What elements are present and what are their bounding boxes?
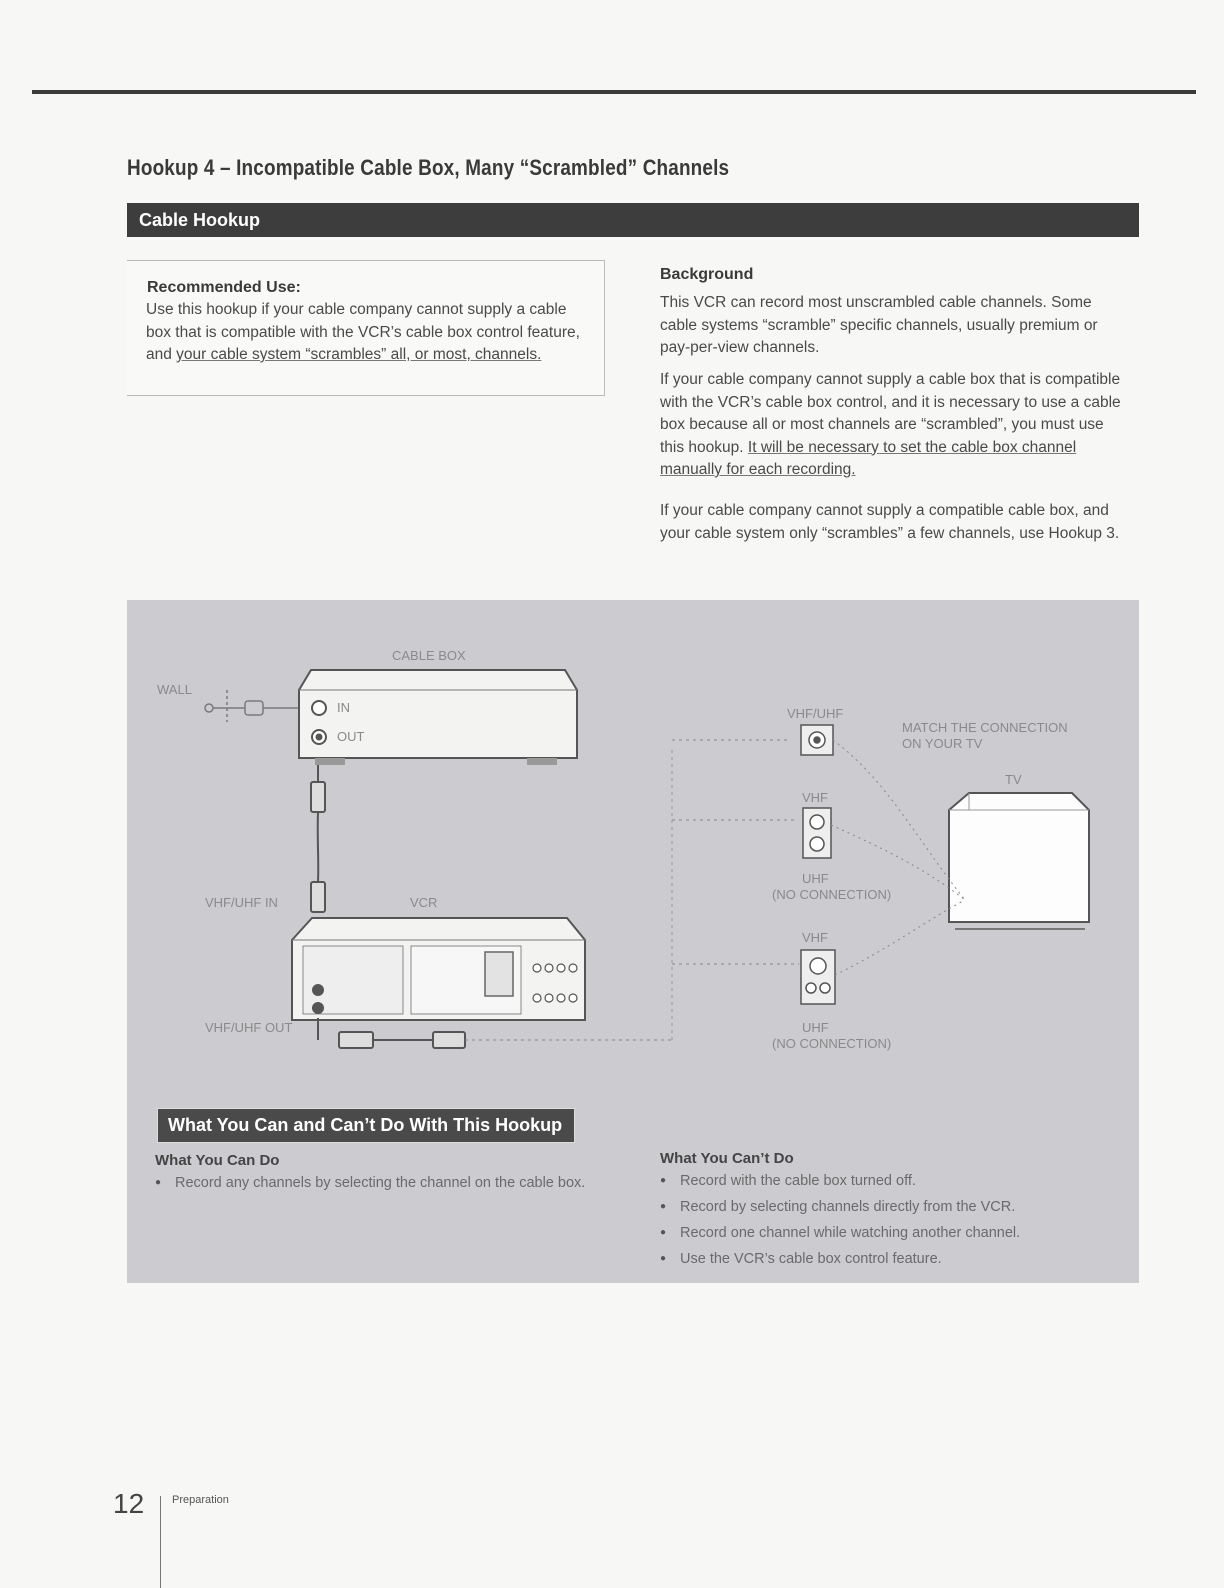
- vcr-in-label: VHF/UHF IN: [205, 895, 278, 910]
- background-paragraph-3: If your cable company cannot supply a compatible cable box, and your cable system only “scrambles” a few channels, use Hookup 3.: [660, 502, 1120, 542]
- section-bar: [127, 203, 1139, 237]
- wall-label: WALL: [157, 682, 192, 697]
- section-bar-label: Cable Hookup: [139, 210, 261, 230]
- vcr-out-label: VHF/UHF OUT: [205, 1020, 293, 1035]
- match-label-2: ON YOUR TV: [902, 736, 983, 751]
- cable-box-out-label: OUT: [337, 729, 365, 744]
- no-connection-label-b: (NO CONNECTION): [772, 1036, 892, 1051]
- background-p2-plain: If your cable company cannot supply a cable box that is compatible with the VCR’s cable box control, and it is necessary to use a cable box because all or most channels are “scrambled”, you must use this hookup.: [660, 371, 1121, 456]
- cable-box-in-label: IN: [337, 700, 350, 715]
- can-cant-label: What You Can and Can’t Do With This Hookup: [157, 1108, 575, 1143]
- page-number: 12: [113, 1488, 145, 1519]
- background-p2-underlined: It will be necessary to set the cable box channel manually for each recording.: [660, 438, 1077, 478]
- cable-box-icon: [299, 670, 577, 765]
- cant-do-item: ● Record with the cable box turned off.: [660, 1171, 1020, 1191]
- can-do-list: [155, 1173, 595, 1193]
- cable-box-label: CABLE BOX: [392, 648, 466, 663]
- page-title: Hookup 4 – Incompatible Cable Box, Many “Scrambled” Channels: [127, 155, 730, 180]
- vhf-label-b: VHF: [802, 930, 828, 945]
- cant-do-item: ● Use the VCR’s cable box control feature.: [660, 1249, 1020, 1269]
- background-paragraph-1: This VCR can record most unscrambled cable channels. Some cable systems “scramble” specific channels, usually premium or pay-per-view channels.: [660, 294, 1098, 356]
- tv-icon: [949, 793, 1089, 929]
- hookup-diagram: [127, 600, 1139, 1283]
- vhf-uhf-label: VHF/UHF: [787, 706, 844, 721]
- vhf-label-a: VHF: [802, 790, 828, 805]
- vhf-uhf-twin-terminal-icon: [801, 950, 835, 1004]
- cant-do-item: ● Record one channel while watching another channel.: [660, 1223, 1020, 1243]
- background-heading: Background: [660, 266, 754, 283]
- vcr-label: VCR: [410, 895, 438, 910]
- match-label-1: MATCH THE CONNECTION: [902, 720, 1068, 735]
- recommended-text: [146, 299, 591, 367]
- section-name: Preparation: [172, 1494, 229, 1506]
- cant-do-item: ● Record by selecting channels directly from the VCR.: [660, 1197, 1020, 1217]
- top-rule: [32, 90, 1196, 94]
- background-paragraph-2: [660, 369, 1130, 482]
- uhf-label-b: UHF: [802, 1020, 829, 1035]
- no-connection-label-a: (NO CONNECTION): [772, 887, 892, 902]
- recommended-text-plain: Use this hookup if your cable company cannot supply a cable box that is compatible with the VCR’s cable box control feature, and: [146, 301, 580, 363]
- recommended-use-box: [127, 260, 605, 396]
- vhf-uhf-terminal-icon: [801, 725, 833, 755]
- cant-do-heading: What You Can’t Do: [660, 1150, 794, 1167]
- can-do-item: ● Record any channels by selecting the channel on the cable box.: [155, 1173, 595, 1193]
- uhf-label-a: UHF: [802, 871, 829, 886]
- page-number-separator: [160, 1496, 161, 1588]
- can-do-heading: What You Can Do: [155, 1152, 280, 1169]
- vcr-icon: [292, 918, 585, 1020]
- cant-do-list: [660, 1171, 1020, 1275]
- output-cable-icon: [318, 1018, 465, 1048]
- tv-label: TV: [1005, 772, 1022, 787]
- tv-connection-dotted-lines: [831, 740, 965, 975]
- wall-outlet-icon: [205, 690, 311, 722]
- coax-cable-icon: [311, 765, 325, 912]
- vhf-uhf-split-terminal-icon: [803, 808, 831, 858]
- recommended-heading: Recommended Use:: [147, 279, 301, 296]
- recommended-text-underlined: your cable system “scrambles” all, or most, channels.: [176, 346, 542, 363]
